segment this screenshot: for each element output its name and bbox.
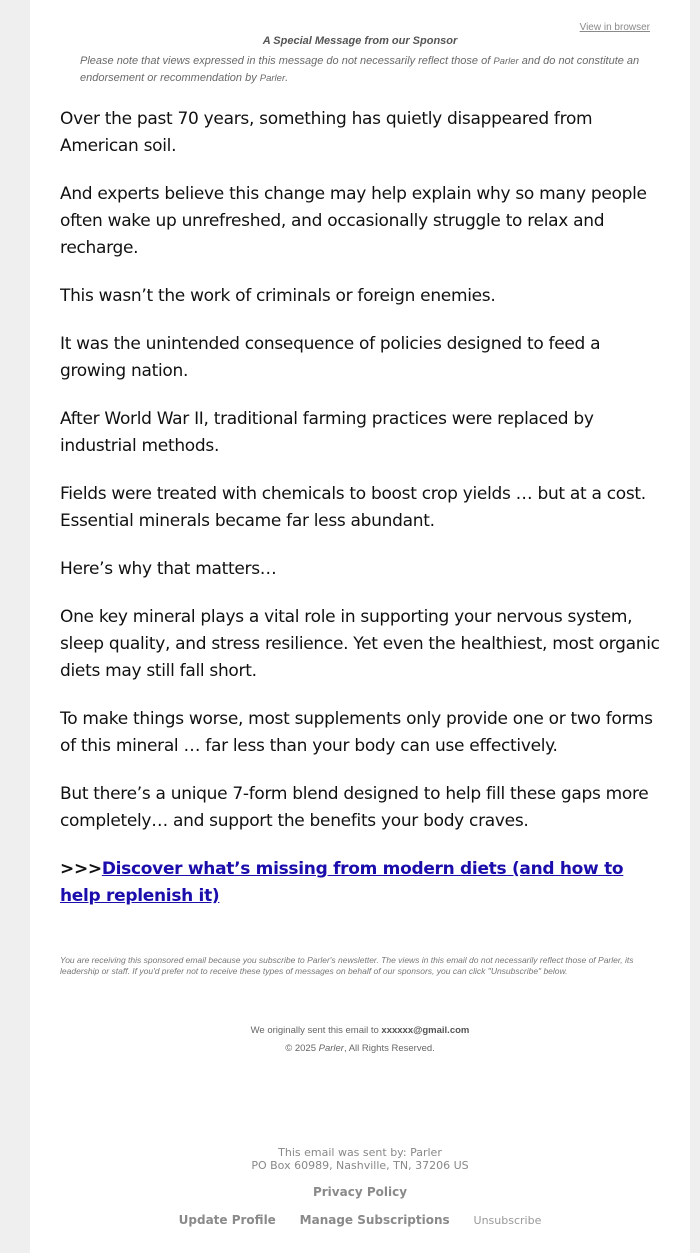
copyright-text: © 2025	[285, 1043, 319, 1054]
copyright-text: , All Rights Reserved.	[343, 1043, 435, 1054]
sent-by: This email was sent by: Parler	[278, 1146, 442, 1159]
body-paragraph: Here’s why that matters…	[60, 559, 277, 579]
sponsor-disclaimer: You are receiving this sponsored email because you subscribe to Parler's newsletter. The views in this email do not necessarily reflect those of Parler, its leadership or staff. If you'd prefer not to receive these types of messages on behalf of our sponsors, you can click "Unsubscribe" below.	[60, 955, 634, 976]
sponsor-note-brand: Parler	[493, 56, 519, 67]
manage-subscriptions-link[interactable]: Manage Subscriptions	[299, 1213, 450, 1227]
copyright-brand: Parler	[318, 1043, 344, 1054]
body-paragraph: Fields were treated with chemicals to boost crop yields … but at a cost. Essential minerals became far less abundant.	[60, 484, 646, 531]
privacy-policy-link[interactable]: Privacy Policy	[312, 1185, 408, 1199]
cta-link[interactable]: Discover what’s missing from modern diets (and how to help replenish it)	[60, 859, 624, 906]
email-body	[60, 106, 660, 931]
sender-info	[30, 1146, 690, 1172]
email-page	[30, 0, 690, 1253]
cta-arrows: >>>	[60, 859, 102, 879]
view-in-browser-link[interactable]: View in browser	[579, 22, 650, 33]
body-paragraph: And experts believe this change may help explain why so many people often wake up unrefreshed, and occasionally struggle to relax and recharge.	[60, 184, 647, 258]
footer-links	[30, 1213, 690, 1227]
body-paragraph: It was the unintended consequence of policies designed to feed a growing nation.	[60, 334, 601, 381]
update-profile-link[interactable]: Update Profile	[178, 1213, 276, 1227]
sponsor-note-text: Please note that views expressed in this message do not necessarily reflect those of	[80, 55, 494, 67]
body-paragraph: But there’s a unique 7-form blend designed to help fill these gaps more completely… and support the benefits your body craves.	[60, 784, 649, 831]
sponsor-title: A Special Message from our Sponsor	[262, 35, 458, 47]
copyright	[30, 1043, 690, 1054]
body-paragraph: This wasn’t the work of criminals or foreign enemies.	[60, 286, 496, 306]
unsubscribe-link[interactable]: Unsubscribe	[473, 1214, 542, 1227]
sent-to-line	[30, 1025, 690, 1036]
sponsor-note-text: .	[285, 72, 289, 84]
recipient-email: xxxxxx@gmail.com	[381, 1025, 470, 1036]
cta-paragraph	[60, 856, 660, 910]
sponsor-note-text: and do not constitute an endorsement or recommendation by	[80, 55, 640, 84]
sponsor-note	[80, 53, 640, 87]
sent-to-text: We originally sent this email to	[250, 1025, 382, 1036]
sender-address: PO Box 60989, Nashville, TN, 37206 US	[251, 1159, 469, 1172]
body-paragraph: To make things worse, most supplements only provide one or two forms of this mineral … far less than your body can use effectively.	[60, 709, 653, 756]
body-paragraph: Over the past 70 years, something has quietly disappeared from American soil.	[60, 109, 593, 156]
sponsor-note-brand: Parler	[259, 73, 286, 84]
body-paragraph: After World War II, traditional farming practices were replaced by industrial methods.	[60, 409, 594, 456]
body-paragraph: One key mineral plays a vital role in supporting your nervous system, sleep quality, and stress resilience. Yet even the healthiest, most organic diets may still fall short.	[60, 607, 660, 681]
